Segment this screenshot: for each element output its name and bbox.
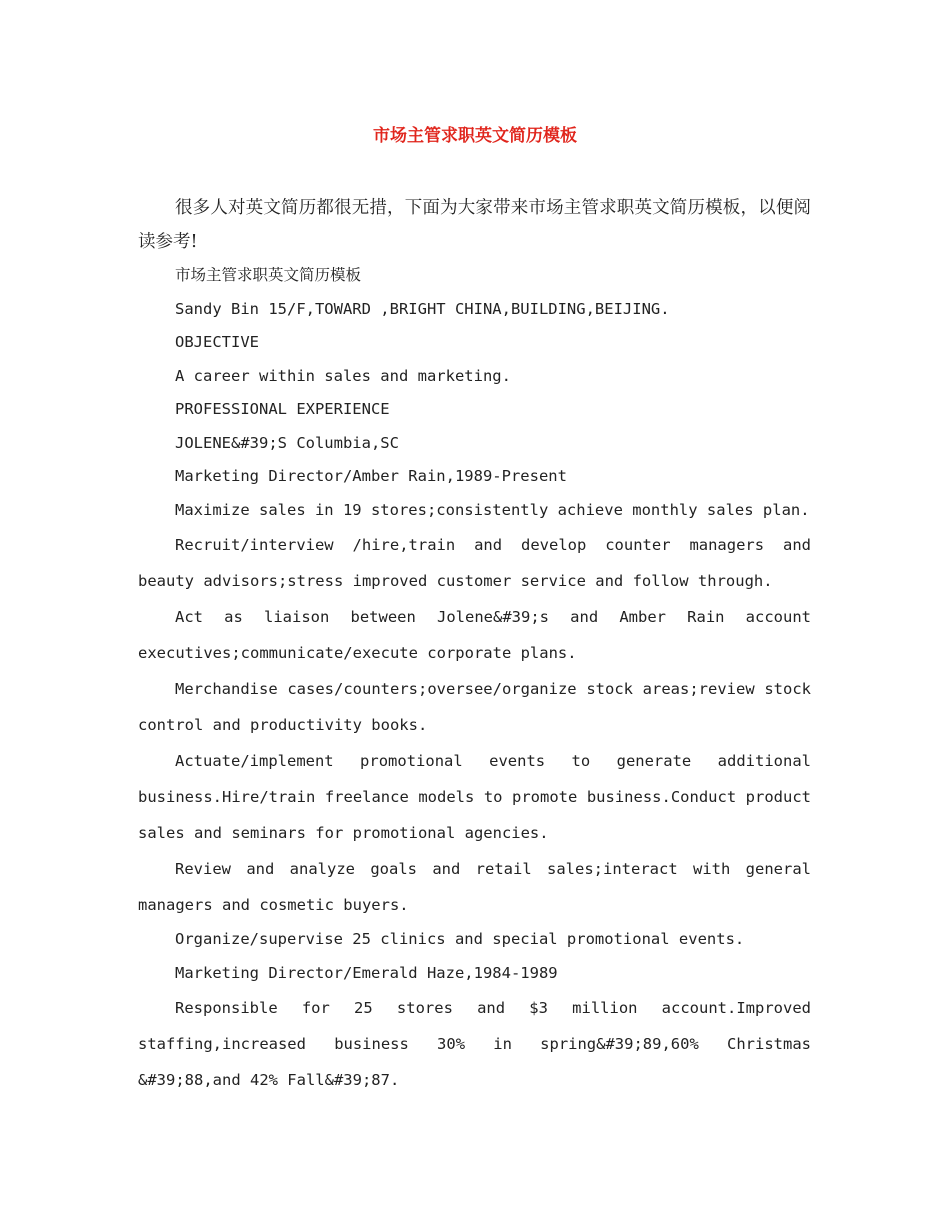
document-title: 市场主管求职英文简历模板 (373, 126, 577, 146)
employer-line: JOLENE&#39;S Columbia,SC (175, 433, 399, 452)
duty-paragraph: Act as liaison between Jolene&#39;s and Amber Rain account executives;communicate/execute corporate plans. (138, 608, 811, 662)
document-body (138, 191, 811, 1098)
duty-paragraph: Responsible for 25 stores and $3 million account.Improved staffing,increased business 30% in spring&#39;89,60% Christmas &#39;88,and 42% Fall&#39;87. (138, 999, 811, 1089)
duty-paragraph: Recruit/interview /hire,train and develop counter managers and beauty advisors;stress improved customer service and follow through. (138, 536, 811, 590)
duty-paragraph: Merchandise cases/counters;oversee/organize stock areas;review stock control and productivity books. (138, 680, 811, 734)
contact-line: Sandy Bin 15/F,TOWARD ,BRIGHT CHINA,BUILDING,BEIJING. (175, 299, 670, 318)
duty-paragraph: Maximize sales in 19 stores;consistently achieve monthly sales plan. (175, 500, 810, 519)
section-heading-experience: PROFESSIONAL EXPERIENCE (175, 400, 390, 418)
job-title-line: Marketing Director/Amber Rain,1989-Present (175, 467, 567, 485)
objective-text: A career within sales and marketing. (175, 366, 511, 385)
duty-paragraph: Review and analyze goals and retail sales;interact with general managers and cosmetic buyers. (138, 860, 811, 914)
section-heading-objective: OBJECTIVE (175, 333, 259, 351)
duty-paragraph: Actuate/implement promotional events to generate additional business.Hire/train freelance models to promote business.Conduct product sales and seminars for promotional agencies. (138, 752, 811, 842)
subtitle-line: 市场主管求职英文简历模板 (175, 266, 362, 284)
intro-paragraph: 很多人对英文简历都很无措，下面为大家带来市场主管求职英文简历模板，以便阅读参考! (138, 198, 811, 252)
job-title-line: Marketing Director/Emerald Haze,1984-1989 (175, 963, 558, 982)
duty-paragraph: Organize/supervise 25 clinics and special promotional events. (175, 930, 745, 948)
